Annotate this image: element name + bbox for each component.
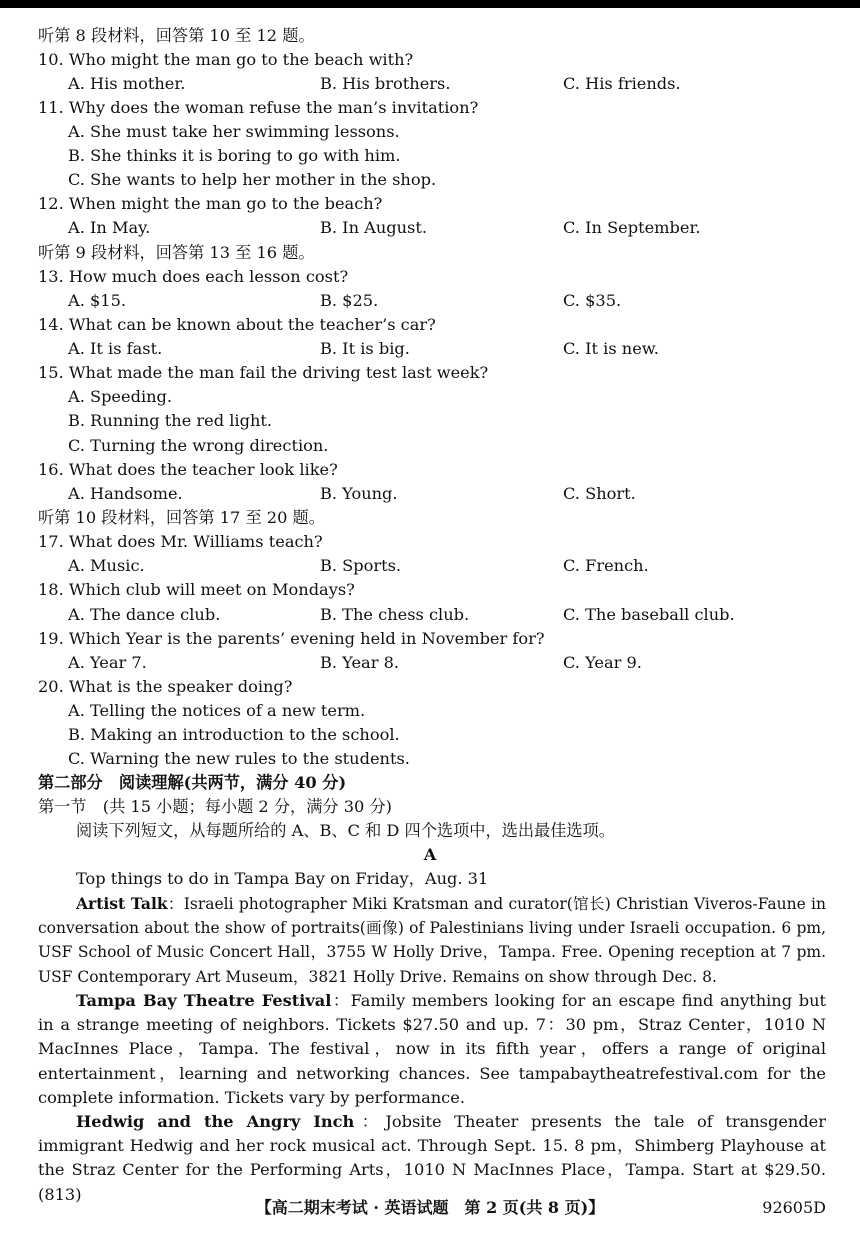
paragraph-artist-talk [38, 892, 826, 989]
option-c: C. Warning the new rules to the students. [68, 749, 410, 768]
option-c: C. Turning the wrong direction. [68, 436, 329, 455]
passage-title: Top things to do in Tampa Bay on Friday，Aug. 31 [76, 869, 489, 888]
option-a: A. The dance club. [68, 605, 221, 624]
question-12: 12. When might the man go to the beach? [38, 194, 383, 213]
option-c: C. Short. [563, 484, 636, 503]
option-b: B. Making an introduction to the school. [68, 725, 400, 744]
exam-code: 92605D [762, 1198, 826, 1217]
option-a: A. Year 7. [68, 653, 147, 672]
option-a: A. Telling the notices of a new term. [68, 701, 366, 720]
part-two-heading: 第二部分 阅读理解(共两节，满分 40 分) [38, 773, 347, 792]
paragraph-heading: Artist Talk [76, 894, 168, 913]
question-16: 16. What does the teacher look like? [38, 460, 338, 479]
option-c: C. It is new. [563, 339, 659, 358]
question-18: 18. Which club will meet on Mondays? [38, 580, 355, 599]
question-10: 10. Who might the man go to the beach with? [38, 50, 414, 69]
section-intro-9: 听第 9 段材料，回答第 13 至 16 题。 [38, 243, 315, 262]
question-11: 11. Why does the woman refuse the man’s invitation? [38, 98, 479, 117]
option-a: A. She must take her swimming lessons. [68, 122, 400, 141]
paragraph-separator: ： [167, 895, 184, 913]
option-a: A. His mother. [68, 74, 186, 93]
option-b: B. Running the red light. [68, 411, 273, 430]
paragraph-separator: ： [331, 991, 351, 1010]
option-b: B. Year 8. [320, 653, 400, 672]
option-c: C. His friends. [563, 74, 681, 93]
option-c: C. French. [563, 556, 649, 575]
option-b: B. His brothers. [320, 74, 451, 93]
option-a: A. In May. [68, 218, 151, 237]
option-b: B. Young. [320, 484, 398, 503]
paragraph-theatre-festival [38, 989, 826, 1110]
question-13: 13. How much does each lesson cost? [38, 267, 349, 286]
option-c: C. She wants to help her mother in the shop. [68, 170, 437, 189]
paragraph-separator: ： [354, 1112, 386, 1131]
paragraph-hedwig [38, 1110, 826, 1207]
question-20: 20. What is the speaker doing? [38, 677, 293, 696]
option-a: A. Speeding. [68, 387, 173, 406]
section-one-heading: 第一节 (共 15 小题；每小题 2 分，满分 30 分) [38, 797, 392, 816]
question-14: 14. What can be known about the teacher’s car? [38, 315, 436, 334]
paragraph-heading: Tampa Bay Theatre Festival [76, 991, 332, 1010]
option-b: B. It is big. [320, 339, 410, 358]
option-c: C. In September. [563, 218, 701, 237]
option-c: C. $35. [563, 291, 622, 310]
question-19: 19. Which Year is the parents’ evening held in November for? [38, 629, 545, 648]
paragraph-body: Family members looking for an escape find anything but in a strange meeting of neighbors. Tickets $27.50 and up. 7：30 pm，Straz Center，1010 N MacInnes Place，Tampa. The festival，now in its fifth year，offers a range of original entertainment，learning and networking chances. See tampabaytheatrefestival.com for the complete information. Tickets vary by performance. [38, 991, 827, 1107]
section-intro-10: 听第 10 段材料，回答第 17 至 20 题。 [38, 508, 325, 527]
question-17: 17. What does Mr. Williams teach? [38, 532, 323, 551]
option-a: A. $15. [68, 291, 127, 310]
footer-label: 【高二期末考试 · 英语试题 第 2 页(共 8 页)】 [255, 1198, 605, 1217]
section-intro-8: 听第 8 段材料，回答第 10 至 12 题。 [38, 26, 315, 45]
reading-instructions: 阅读下列短文，从每题所给的 A、B、C 和 D 四个选项中，选出最佳选项。 [76, 821, 615, 840]
option-c: C. Year 9. [563, 653, 642, 672]
option-a: A. It is fast. [68, 339, 163, 358]
option-b: B. She thinks it is boring to go with him. [68, 146, 401, 165]
paragraph-body: Israeli photographer Miki Kratsman and curator(馆长) Christian Viveros-Faune in conversation about the show of portraits(画像) of Palestinians living under Israeli occupation. 6 pm, USF School of Music Concert Hall，3755 W Holly Drive，Tampa. Free. Opening reception at 7 pm. USF Contemporary Art Museum，3821 Holly Drive. Remains on show through Dec. 8. [38, 895, 826, 986]
option-b: B. $25. [320, 291, 379, 310]
option-a: A. Music. [68, 556, 145, 575]
option-b: B. In August. [320, 218, 428, 237]
option-c: C. The baseball club. [563, 605, 735, 624]
option-b: B. Sports. [320, 556, 402, 575]
option-b: B. The chess club. [320, 605, 470, 624]
option-a: A. Handsome. [68, 484, 183, 503]
question-15: 15. What made the man fail the driving test last week? [38, 363, 489, 382]
paragraph-heading: Hedwig and the Angry Inch [76, 1112, 355, 1131]
paragraph-body: Jobsite Theater presents the tale of transgender immigrant Hedwig and her rock musical act. Through Sept. 15. 8 pm，Shimberg Playhouse at the Straz Center for the Performing Arts，1010 N MacInnes Place，Tampa. Start at $29.50. (813) [38, 1112, 827, 1204]
passage-label: A [423, 845, 437, 864]
